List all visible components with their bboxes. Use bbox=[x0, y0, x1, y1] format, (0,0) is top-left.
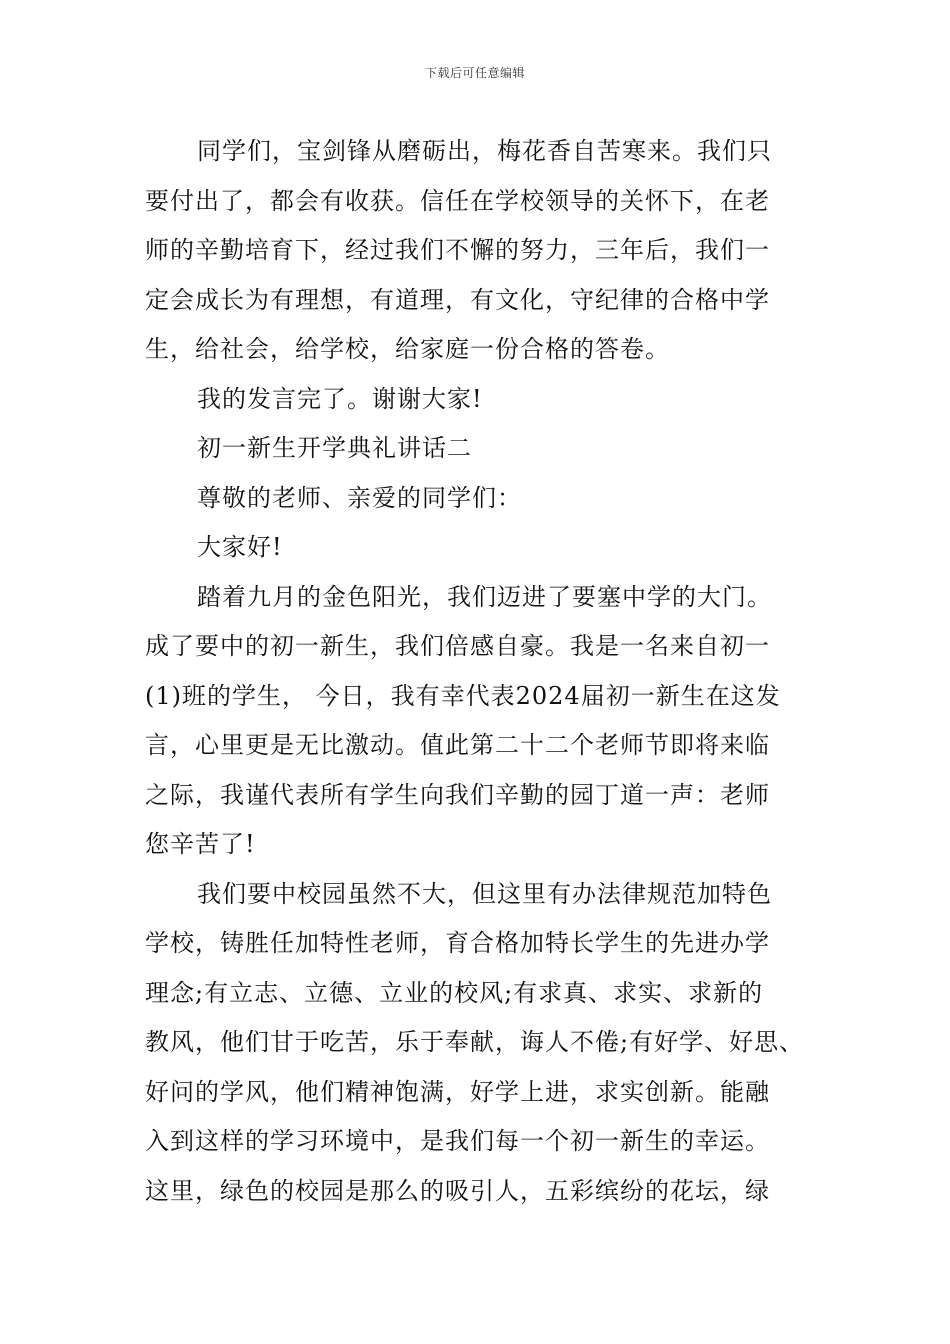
page-header: 下载后可任意编辑 bbox=[424, 66, 525, 80]
text-line: 理念;有立志、立德、立业的校风;有求真、求实、求新的 bbox=[145, 978, 764, 1007]
text-line: 这里，绿色的校园是那么的吸引人，五彩缤纷的花坛，绿 bbox=[145, 1176, 770, 1205]
text-line: 言，心里更是无比激动。值此第二十二个老师节即将来临 bbox=[145, 731, 770, 759]
section-title: 初一新生开学典礼讲话二 bbox=[197, 434, 472, 462]
text-line: 定会成长为有理想，有道理，有文化，守纪律的合格中学 bbox=[145, 285, 770, 314]
greeting: 大家好! bbox=[197, 533, 283, 561]
salutation: 尊敬的老师、亲爱的同学们： bbox=[197, 483, 522, 512]
text-line: 之际，我谨代表所有学生向我们辛勤的园丁道一声：老师 bbox=[145, 780, 770, 809]
text-line: 我们要中校园虽然不大，但这里有办法律规范加特色 bbox=[197, 879, 772, 908]
document-body bbox=[145, 127, 809, 1216]
text-line: 我的发言完了。谢谢大家! bbox=[197, 384, 483, 413]
text-line: 生，给社会，给学校，给家庭一份合格的答卷。 bbox=[145, 335, 670, 363]
text-line: 入到这样的学习环境中，是我们每一个初一新生的幸运。 bbox=[145, 1127, 770, 1155]
text-line: 学校，铸胜任加特性老师，育合格加特长学生的先进办学 bbox=[145, 929, 770, 957]
text-line: 好问的学风，他们精神饱满，好学上进，求实创新。能融 bbox=[145, 1077, 770, 1106]
text-line: 要付出了，都会有收获。信任在学校领导的关怀下，在老 bbox=[145, 186, 770, 215]
text-line: 踏着九月的金色阳光，我们迈进了要塞中学的大门。 bbox=[197, 582, 772, 611]
text-line: 成了要中的初一新生，我们倍感自豪。我是一名来自初一 bbox=[145, 632, 770, 660]
text-line: 您辛苦了! bbox=[145, 830, 256, 858]
text-line: 教风，他们甘于吃苦，乐于奉献，诲人不倦;有好学、好思、 bbox=[145, 1028, 805, 1056]
text-line: 师的辛勤培育下，经过我们不懈的努力，三年后，我们一 bbox=[145, 236, 770, 264]
text-line: (1)班的学生， 今日，我有幸代表2024届初一新生在这发 bbox=[145, 681, 781, 710]
text-line: 同学们，宝剑锋从磨砺出，梅花香自苦寒来。我们只 bbox=[197, 137, 772, 165]
